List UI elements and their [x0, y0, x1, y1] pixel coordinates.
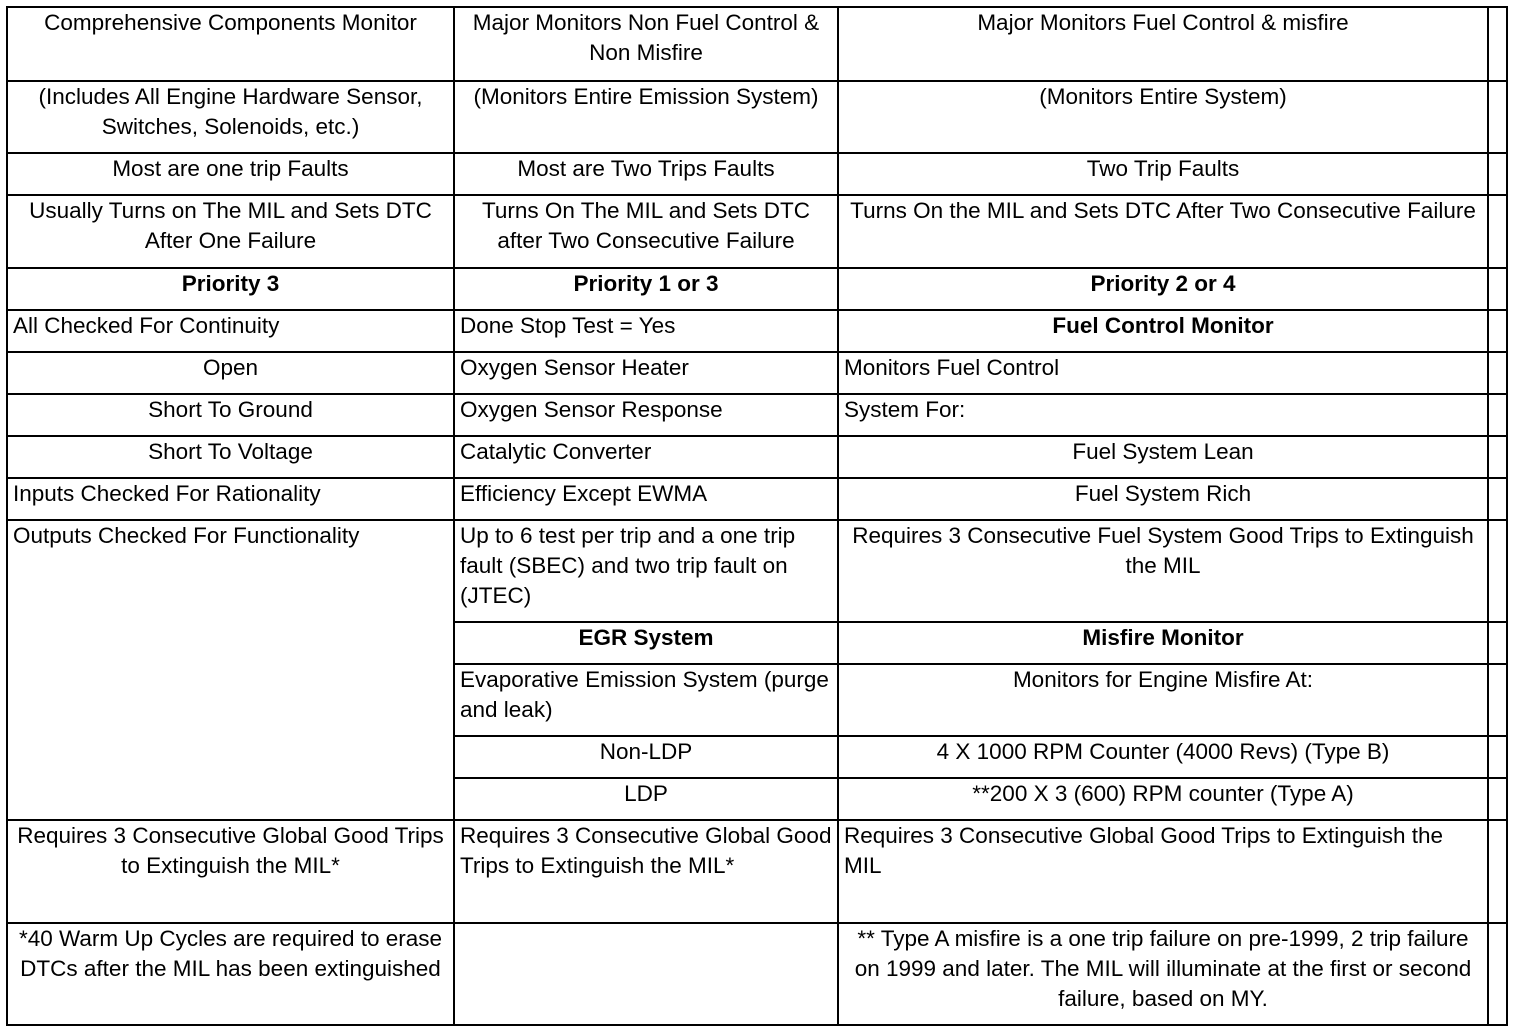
mil-row — [7, 195, 1507, 268]
short-to-ground: Short To Ground — [7, 394, 454, 436]
ldp: LDP — [454, 778, 838, 820]
table-row — [7, 436, 1507, 478]
inputs-rationality: Inputs Checked For Rationality — [7, 478, 454, 520]
done-stop-test: Done Stop Test = Yes — [454, 310, 838, 352]
short-to-voltage: Short To Voltage — [7, 436, 454, 478]
priority-row — [7, 268, 1507, 310]
global-trips-fuel-misfire: Requires 3 Consecutive Global Good Trips to Extinguish the MIL — [838, 820, 1488, 922]
edge-cell — [1488, 7, 1507, 81]
global-trips-comprehensive: Requires 3 Consecutive Global Good Trips to Extinguish the MIL* — [7, 820, 454, 922]
non-ldp: Non-LDP — [454, 736, 838, 778]
priority-comprehensive: Priority 3 — [7, 268, 454, 310]
rpm-counter-type-b: 4 X 1000 RPM Counter (4000 Revs) (Type B) — [838, 736, 1488, 778]
monitor-comparison-table — [6, 6, 1508, 1026]
edge-cell — [1488, 622, 1507, 664]
trips-fuel-misfire: Two Trip Faults — [838, 153, 1488, 195]
warm-up-cycles-note: *40 Warm Up Cycles are required to erase DTCs after the MIL has been extinguished — [7, 923, 454, 1025]
scope-row — [7, 81, 1507, 154]
table-row — [7, 394, 1507, 436]
fuel-system-lean: Fuel System Lean — [838, 436, 1488, 478]
edge-cell — [1488, 352, 1507, 394]
edge-cell — [1488, 478, 1507, 520]
tests-per-trip: Up to 6 test per trip and a one trip fault (SBEC) and two trip fault on (JTEC) — [454, 520, 838, 622]
edge-cell — [1488, 736, 1507, 778]
oxygen-sensor-heater: Oxygen Sensor Heater — [454, 352, 838, 394]
system-for: System For: — [838, 394, 1488, 436]
edge-cell — [1488, 923, 1507, 1025]
global-trips-row — [7, 820, 1507, 922]
priority-non-fuel: Priority 1 or 3 — [454, 268, 838, 310]
open-check: Open — [7, 352, 454, 394]
header-non-fuel-control: Major Monitors Non Fuel Control & Non Misfire — [454, 7, 838, 81]
edge-cell — [1488, 520, 1507, 622]
misfire-monitor-heading: Misfire Monitor — [838, 622, 1488, 664]
table-row — [7, 478, 1507, 520]
table-row — [7, 352, 1507, 394]
edge-cell — [1488, 81, 1507, 154]
header-comprehensive-components: Comprehensive Components Monitor — [7, 7, 454, 81]
mil-fuel-misfire: Turns On the MIL and Sets DTC After Two Consecutive Failure — [838, 195, 1488, 268]
outputs-functionality: Outputs Checked For Functionality — [7, 520, 454, 821]
empty-note-cell — [454, 923, 838, 1025]
engine-misfire-at: Monitors for Engine Misfire At: — [838, 664, 1488, 737]
fuel-system-good-trips: Requires 3 Consecutive Fuel System Good Trips to Extinguish the MIL — [838, 520, 1488, 622]
fuel-control-monitor-heading: Fuel Control Monitor — [838, 310, 1488, 352]
scope-non-fuel: (Monitors Entire Emission System) — [454, 81, 838, 154]
edge-cell — [1488, 195, 1507, 268]
trips-comprehensive: Most are one trip Faults — [7, 153, 454, 195]
edge-cell — [1488, 664, 1507, 737]
egr-system-heading: EGR System — [454, 622, 838, 664]
catalytic-converter: Catalytic Converter — [454, 436, 838, 478]
edge-cell — [1488, 436, 1507, 478]
priority-fuel-misfire: Priority 2 or 4 — [838, 268, 1488, 310]
scope-fuel-misfire: (Monitors Entire System) — [838, 81, 1488, 154]
mil-non-fuel: Turns On The MIL and Sets DTC after Two Consecutive Failure — [454, 195, 838, 268]
edge-cell — [1488, 820, 1507, 922]
outputs-row — [7, 520, 1507, 622]
monitor-document — [6, 6, 1506, 1026]
header-row — [7, 7, 1507, 81]
trips-non-fuel: Most are Two Trips Faults — [454, 153, 838, 195]
fuel-system-rich: Fuel System Rich — [838, 478, 1488, 520]
table-row — [7, 310, 1507, 352]
edge-cell — [1488, 310, 1507, 352]
continuity-check: All Checked For Continuity — [7, 310, 454, 352]
header-fuel-control-misfire: Major Monitors Fuel Control & misfire — [838, 7, 1488, 81]
rpm-counter-type-a: **200 X 3 (600) RPM counter (Type A) — [838, 778, 1488, 820]
edge-cell — [1488, 153, 1507, 195]
edge-cell — [1488, 394, 1507, 436]
trips-row — [7, 153, 1507, 195]
evaporative-emission-system: Evaporative Emission System (purge and leak) — [454, 664, 838, 737]
global-trips-non-fuel: Requires 3 Consecutive Global Good Trips to Extinguish the MIL* — [454, 820, 838, 922]
efficiency-except-ewma: Efficiency Except EWMA — [454, 478, 838, 520]
scope-comprehensive: (Includes All Engine Hardware Sensor, Switches, Solenoids, etc.) — [7, 81, 454, 154]
type-a-misfire-note: ** Type A misfire is a one trip failure on pre-1999, 2 trip failure on 1999 and later. The MIL will illuminate at the first or second failure, based on MY. — [838, 923, 1488, 1025]
edge-cell — [1488, 778, 1507, 820]
notes-row — [7, 923, 1507, 1025]
mil-comprehensive: Usually Turns on The MIL and Sets DTC After One Failure — [7, 195, 454, 268]
monitors-fuel-control: Monitors Fuel Control — [838, 352, 1488, 394]
edge-cell — [1488, 268, 1507, 310]
oxygen-sensor-response: Oxygen Sensor Response — [454, 394, 838, 436]
